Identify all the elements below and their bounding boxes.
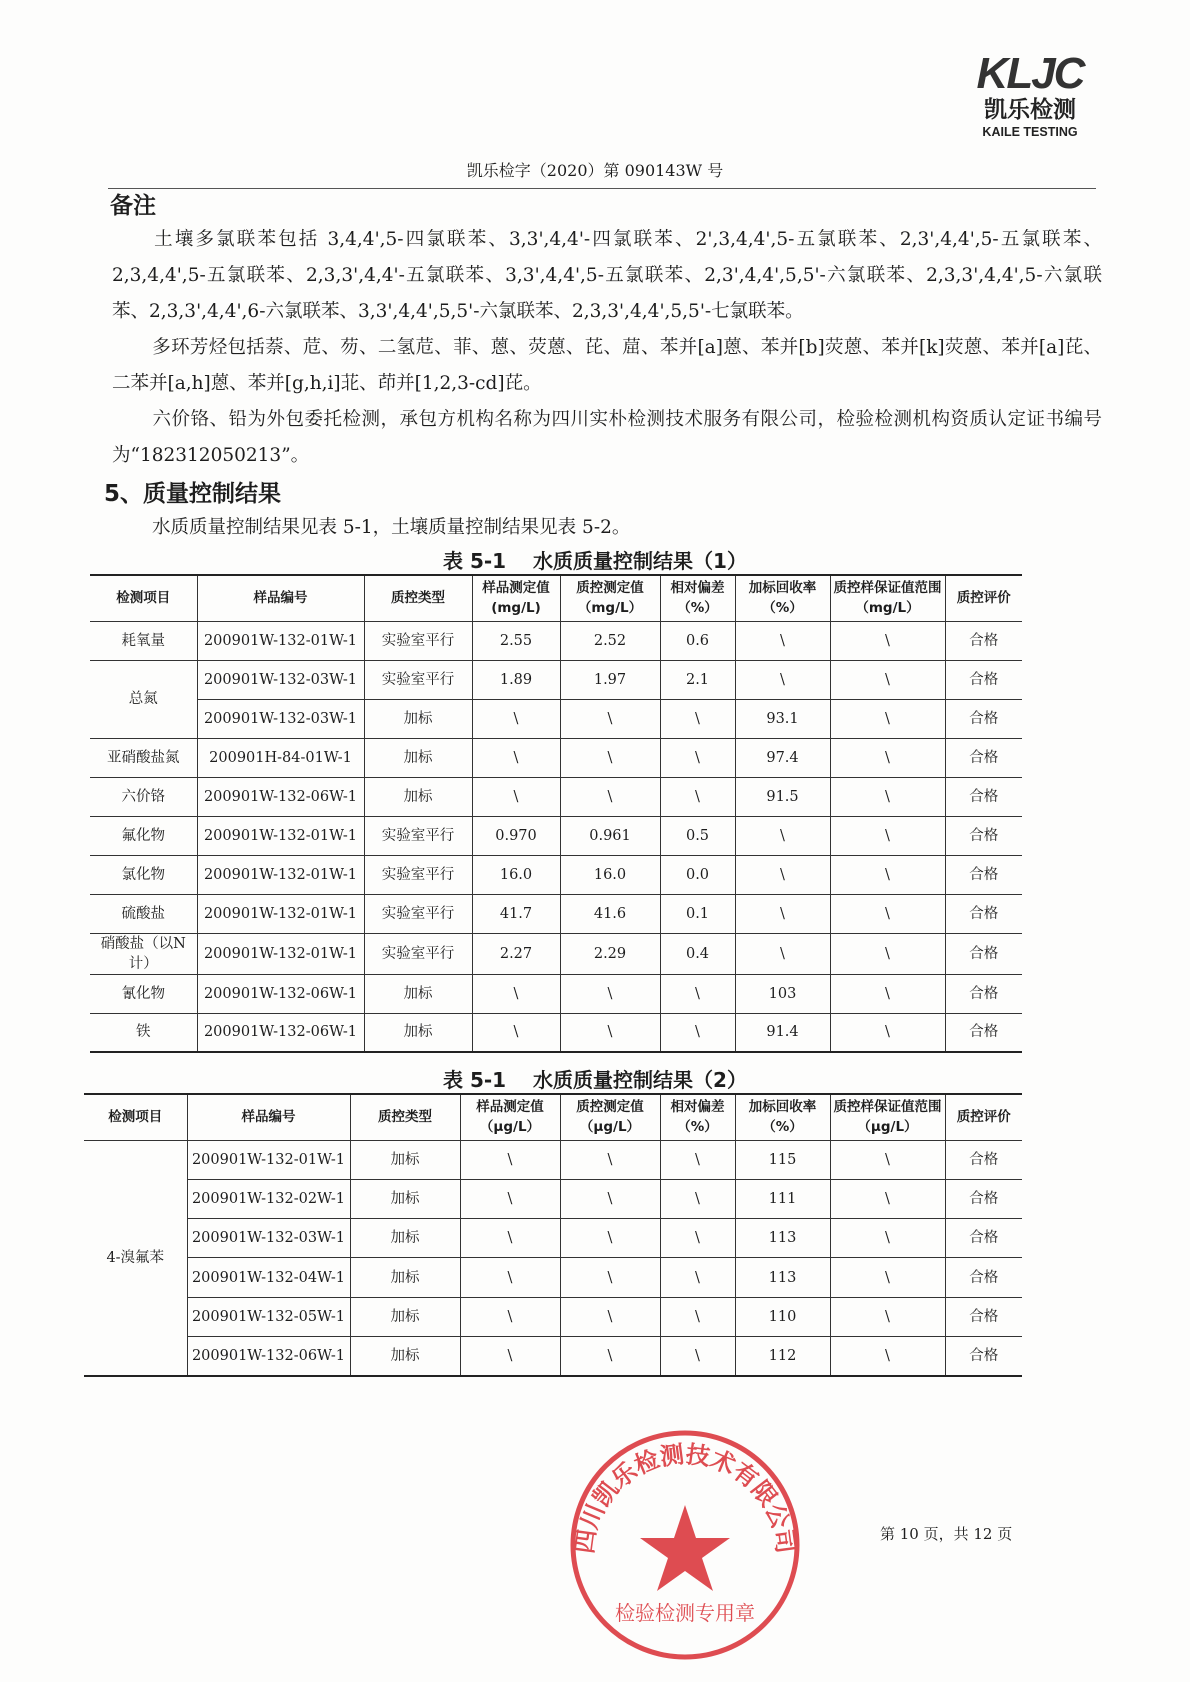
column-header: 加标回收率（%）	[735, 575, 830, 621]
table-cell: \	[830, 1219, 945, 1258]
table-cell: \	[830, 933, 945, 974]
table-cell: \	[660, 738, 735, 777]
table-cell: 合格	[945, 974, 1022, 1013]
table-row	[90, 816, 1022, 855]
column-header: 样品编号	[197, 575, 364, 621]
table-cell: 合格	[945, 1297, 1022, 1336]
item-cell: 4-溴氟苯	[84, 1140, 187, 1376]
table-cell: 200901W-132-01W-1	[197, 855, 364, 894]
table-cell: 200901W-132-01W-1	[197, 816, 364, 855]
table-cell: \	[735, 855, 830, 894]
logo-cn: 凯乐检测	[984, 97, 1076, 123]
table-cell: \	[660, 1219, 735, 1258]
paragraph-text: 水质质量控制结果见表 5-1，土壤质量控制结果见表 5-2。	[152, 517, 631, 538]
water-qc-table-1	[90, 574, 1022, 1053]
remarks-title: 备注	[110, 193, 156, 219]
table-cell: \	[472, 1013, 560, 1052]
table-cell: 加标	[350, 1219, 460, 1258]
logo-mark: KLJC	[976, 49, 1084, 98]
table-cell: 41.6	[560, 894, 660, 933]
table-cell: 97.4	[735, 738, 830, 777]
table-cell: \	[560, 1013, 660, 1052]
table-cell: \	[560, 1336, 660, 1375]
table-cell: \	[460, 1179, 560, 1218]
column-header: 检测项目	[84, 1094, 187, 1140]
table-cell: 200901W-132-04W-1	[187, 1258, 350, 1297]
table-cell: \	[460, 1140, 560, 1179]
column-header: 质控样保证值范围（mg/L）	[830, 575, 945, 621]
table-cell: 111	[735, 1179, 830, 1218]
table-cell: 加标	[350, 1336, 460, 1375]
table-row	[90, 855, 1022, 894]
table-cell: \	[460, 1336, 560, 1375]
table-row	[84, 1297, 1022, 1336]
table-cell: 实验室平行	[364, 933, 472, 974]
column-header: 质控样保证值范围（μg/L）	[830, 1094, 945, 1140]
table-cell: 合格	[945, 1258, 1022, 1297]
table-cell: \	[660, 1258, 735, 1297]
column-header: 相对偏差（%）	[660, 1094, 735, 1140]
table-cell: \	[830, 621, 945, 660]
table-row	[90, 777, 1022, 816]
table-cell: 115	[735, 1140, 830, 1179]
table-cell: \	[460, 1258, 560, 1297]
table-cell: \	[472, 974, 560, 1013]
table-cell: 加标	[364, 699, 472, 738]
table-cell: 实验室平行	[364, 816, 472, 855]
company-seal	[560, 1420, 810, 1670]
table-cell: \	[560, 738, 660, 777]
column-header: 质控测定值（mg/L）	[560, 575, 660, 621]
table-cell: \	[660, 1336, 735, 1375]
column-header: 相对偏差（%）	[660, 575, 735, 621]
table-cell: 113	[735, 1219, 830, 1258]
remarks-paragraph-3	[112, 402, 1102, 474]
table-cell: 2.27	[472, 933, 560, 974]
table-cell: \	[472, 699, 560, 738]
table-cell: 0.6	[660, 621, 735, 660]
item-cell: 耗氧量	[90, 621, 197, 660]
item-cell: 总氮	[90, 660, 197, 738]
table-cell: 合格	[945, 777, 1022, 816]
table-cell: \	[830, 1336, 945, 1375]
header-row	[90, 575, 1022, 621]
item-cell: 铁	[90, 1013, 197, 1052]
table-cell: 0.5	[660, 816, 735, 855]
table-cell: 41.7	[472, 894, 560, 933]
table-cell: 合格	[945, 1140, 1022, 1179]
table-row	[90, 660, 1022, 699]
remarks-paragraph-2	[112, 330, 1102, 402]
table-cell: 2.55	[472, 621, 560, 660]
column-header: 样品编号	[187, 1094, 350, 1140]
table-cell: 200901W-132-06W-1	[187, 1336, 350, 1375]
table-cell: 实验室平行	[364, 894, 472, 933]
table-cell: \	[830, 974, 945, 1013]
table-cell: 112	[735, 1336, 830, 1375]
table-cell: 16.0	[560, 855, 660, 894]
table-cell: 0.961	[560, 816, 660, 855]
table-cell: 合格	[945, 816, 1022, 855]
column-header: 样品测定值（μg/L）	[460, 1094, 560, 1140]
table-cell: 合格	[945, 894, 1022, 933]
column-header: 质控评价	[945, 1094, 1022, 1140]
table-cell: 合格	[945, 1219, 1022, 1258]
paragraph-text: 六价铬、铅为外包委托检测，承包方机构名称为四川实朴检测技术服务有限公司，检验检测机构资质认定证书编号为“182312050213”。	[112, 409, 1102, 466]
table-cell: \	[560, 1297, 660, 1336]
item-cell: 硝酸盐（以N计）	[90, 933, 197, 974]
table-cell: 实验室平行	[364, 855, 472, 894]
column-header: 检测项目	[90, 575, 197, 621]
table-cell: \	[660, 1297, 735, 1336]
company-logo	[960, 49, 1100, 140]
table-cell: 200901W-132-06W-1	[197, 777, 364, 816]
table-cell: 200901W-132-02W-1	[187, 1179, 350, 1218]
table-cell: 200901W-132-03W-1	[197, 660, 364, 699]
item-cell: 氟化物	[90, 816, 197, 855]
table-cell: 合格	[945, 933, 1022, 974]
table-cell: 103	[735, 974, 830, 1013]
table-cell: \	[460, 1297, 560, 1336]
table-cell: 加标	[350, 1179, 460, 1218]
table-cell: \	[560, 699, 660, 738]
table-cell: 0.4	[660, 933, 735, 974]
table-cell: \	[560, 974, 660, 1013]
table-cell: 91.5	[735, 777, 830, 816]
table-cell: \	[560, 1140, 660, 1179]
column-header: 质控测定值（μg/L）	[560, 1094, 660, 1140]
table-cell: 合格	[945, 621, 1022, 660]
table-cell: \	[735, 621, 830, 660]
table-cell: 加标	[364, 777, 472, 816]
page-number: 第 10 页，共 12 页	[880, 1525, 1013, 1543]
table-row	[90, 933, 1022, 974]
table-cell: \	[830, 660, 945, 699]
table-cell: 加标	[350, 1258, 460, 1297]
table-cell: 93.1	[735, 699, 830, 738]
table-cell: \	[560, 777, 660, 816]
table-cell: \	[830, 777, 945, 816]
table-cell: 加标	[364, 1013, 472, 1052]
table-cell: \	[830, 699, 945, 738]
logo-en: KAILE TESTING	[982, 125, 1078, 139]
table-cell: \	[830, 1297, 945, 1336]
table-cell: 加标	[364, 738, 472, 777]
table-cell: \	[460, 1219, 560, 1258]
item-cell: 氯化物	[90, 855, 197, 894]
table-cell: 加标	[350, 1140, 460, 1179]
section-title: 5、质量控制结果	[104, 481, 282, 507]
table-cell: \	[660, 699, 735, 738]
table-cell: \	[735, 660, 830, 699]
table-cell: 200901W-132-03W-1	[197, 699, 364, 738]
item-cell: 氰化物	[90, 974, 197, 1013]
table-row	[84, 1336, 1022, 1375]
table-cell: 1.97	[560, 660, 660, 699]
table-cell: 16.0	[472, 855, 560, 894]
paragraph-text: 多环芳烃包括萘、苊、芴、二氢苊、菲、蒽、荧蒽、芘、䓛、苯并[a]蒽、苯并[b]荧蒽、苯并[k]荧蒽、苯并[a]芘、二苯并[a,h]蒽、苯并[g,h,i]苝、茚并[1,2,3-cd]芘。	[112, 337, 1102, 394]
column-header: 质控评价	[945, 575, 1022, 621]
table-row	[84, 1140, 1022, 1179]
table-cell: 200901W-132-01W-1	[187, 1140, 350, 1179]
table-cell: \	[560, 1219, 660, 1258]
column-header: 样品测定值(mg/L)	[472, 575, 560, 621]
table-cell: \	[735, 894, 830, 933]
table-cell: \	[735, 816, 830, 855]
table-cell: \	[660, 777, 735, 816]
table-cell: \	[830, 1140, 945, 1179]
table-cell: 1.89	[472, 660, 560, 699]
table-cell: 实验室平行	[364, 660, 472, 699]
table-cell: \	[472, 777, 560, 816]
document-body	[0, 190, 1190, 1377]
table-cell: 加标	[350, 1297, 460, 1336]
table-cell: \	[830, 816, 945, 855]
table-cell: 合格	[945, 1013, 1022, 1052]
table-cell: \	[472, 738, 560, 777]
table-cell: \	[660, 1013, 735, 1052]
header-divider	[108, 188, 1096, 189]
table-cell: 200901W-132-06W-1	[197, 974, 364, 1013]
table-cell: 0.1	[660, 894, 735, 933]
table-cell: 200901W-132-05W-1	[187, 1297, 350, 1336]
column-header: 质控类型	[350, 1094, 460, 1140]
item-cell: 六价铬	[90, 777, 197, 816]
column-header: 质控类型	[364, 575, 472, 621]
table2-caption: 表 5-1 水质质量控制结果（2）	[443, 1068, 747, 1092]
table-cell: 合格	[945, 1179, 1022, 1218]
table-cell: 200901W-132-01W-1	[197, 621, 364, 660]
table-row	[90, 699, 1022, 738]
table-cell: \	[735, 933, 830, 974]
table-cell: 91.4	[735, 1013, 830, 1052]
svg-text:四川凯乐检测技术有限公司: 四川凯乐检测技术有限公司	[570, 1440, 800, 1556]
table-cell: 200901W-132-01W-1	[197, 933, 364, 974]
table-row	[84, 1179, 1022, 1218]
table-row	[84, 1258, 1022, 1297]
water-qc-table-2	[84, 1093, 1022, 1377]
section-intro	[112, 510, 1102, 546]
table-row	[90, 621, 1022, 660]
table-cell: 加标	[364, 974, 472, 1013]
table-cell: 合格	[945, 660, 1022, 699]
table-row	[90, 894, 1022, 933]
item-cell: 硫酸盐	[90, 894, 197, 933]
table-cell: \	[830, 1013, 945, 1052]
table-cell: 110	[735, 1297, 830, 1336]
table-row	[90, 738, 1022, 777]
column-header: 加标回收率（%）	[735, 1094, 830, 1140]
table1-caption: 表 5-1 水质质量控制结果（1）	[443, 549, 747, 573]
header-row	[84, 1094, 1022, 1140]
table-cell: 200901H-84-01W-1	[197, 738, 364, 777]
table-cell: \	[830, 1258, 945, 1297]
table-cell: 合格	[945, 699, 1022, 738]
table-row	[90, 1013, 1022, 1052]
table-cell: \	[560, 1258, 660, 1297]
table-cell: \	[660, 1140, 735, 1179]
table-cell: 2.1	[660, 660, 735, 699]
table-cell: 200901W-132-01W-1	[197, 894, 364, 933]
item-cell: 亚硝酸盐氮	[90, 738, 197, 777]
table-cell: 合格	[945, 738, 1022, 777]
paragraph-text: 土壤多氯联苯包括 3,4,4',5-四氯联苯、3,3',4,4'-四氯联苯、2',3,4,4',5-五氯联苯、2,3',4,4',5-五氯联苯、2,3,4,4',5-五氯联苯、2,3,3',4,4'-五氯联苯、3,3',4,4',5-五氯联苯、2,3',4,4',5,5'-六氯联苯、2,3,3',4,4',5-六氯联苯、2,3,3',4,4',6-六氯联苯、3,3',4,4',5,5'-六氯联苯、2,3,3',4,4',5,5'-七氯联苯。	[112, 229, 1102, 322]
table-cell: \	[830, 738, 945, 777]
table-cell: 113	[735, 1258, 830, 1297]
table-cell: \	[660, 1179, 735, 1218]
table-cell: 2.29	[560, 933, 660, 974]
table-row	[90, 974, 1022, 1013]
table-cell: 0.970	[472, 816, 560, 855]
table-cell: 合格	[945, 1336, 1022, 1375]
table-cell: 200901W-132-03W-1	[187, 1219, 350, 1258]
table-cell: \	[830, 855, 945, 894]
document-number: 凯乐检字（2020）第 090143W 号	[466, 161, 724, 180]
table-cell: 实验室平行	[364, 621, 472, 660]
table-cell: \	[660, 974, 735, 1013]
table-cell: \	[830, 894, 945, 933]
table-cell: 合格	[945, 855, 1022, 894]
table-cell: 2.52	[560, 621, 660, 660]
table-row	[84, 1219, 1022, 1258]
table-cell: 0.0	[660, 855, 735, 894]
remarks-paragraph-1	[112, 222, 1102, 330]
table-cell: \	[560, 1179, 660, 1218]
table-cell: 200901W-132-06W-1	[197, 1013, 364, 1052]
table-cell: \	[830, 1179, 945, 1218]
svg-text:检验检测专用章: 检验检测专用章	[615, 1601, 755, 1625]
